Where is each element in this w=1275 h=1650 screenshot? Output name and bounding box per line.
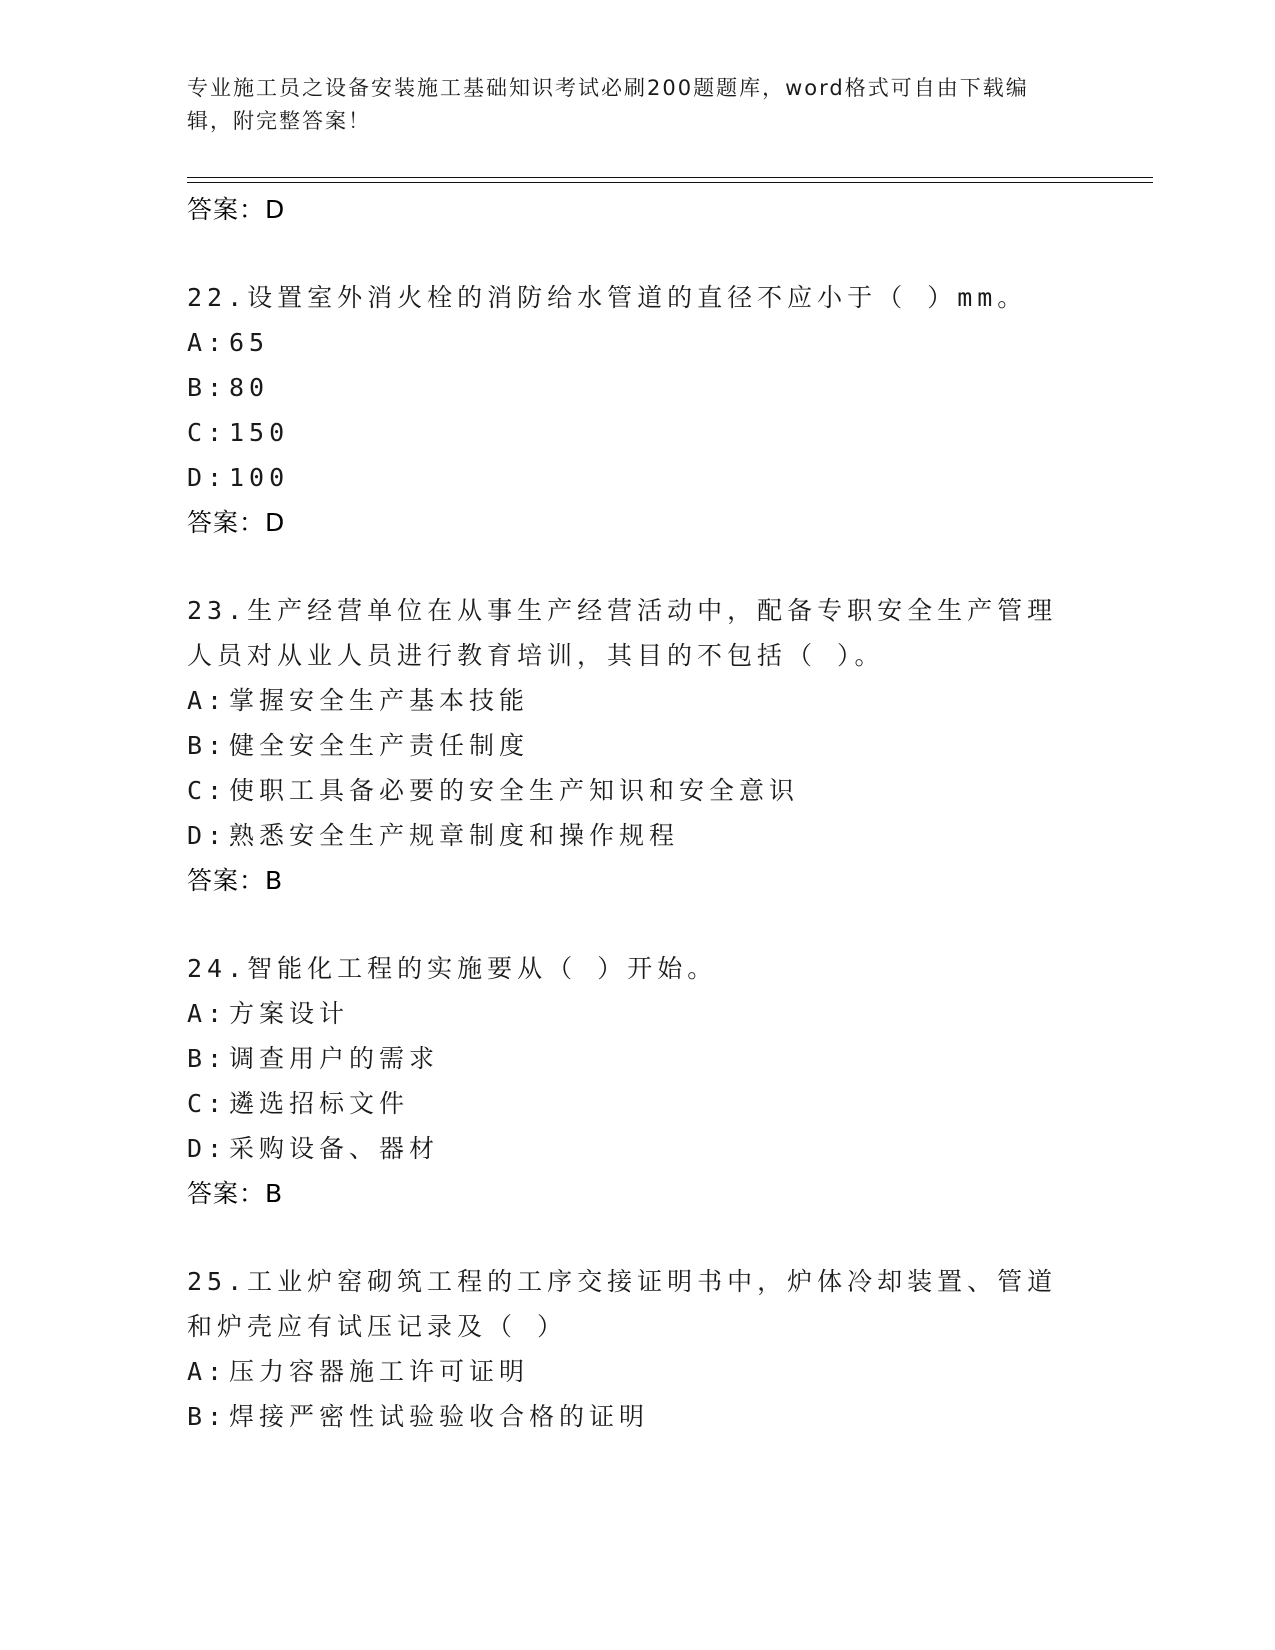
- option-text: 掌握安全生产基本技能: [229, 686, 530, 715]
- option-text: 采购设备、器材: [229, 1134, 440, 1163]
- option-d: [187, 455, 1087, 500]
- option-key: A:: [187, 328, 228, 357]
- option-key: C:: [187, 418, 228, 447]
- answer-line: 答案：B: [187, 866, 284, 895]
- option-c: [187, 768, 1087, 813]
- option-text: 焊接严密性试验验收合格的证明: [229, 1402, 650, 1431]
- option-key: D:: [187, 821, 228, 850]
- question-stem: 23.生产经营单位在从事生产经营活动中，配备专职安全生产管理人员对从业人员进行教育培训，其目的不包括（ ）。: [187, 596, 1058, 670]
- option-text: 使职工具备必要的安全生产知识和安全意识: [229, 776, 800, 805]
- option-text: 熟悉安全生产规章制度和操作规程: [229, 821, 680, 850]
- answer-line: 答案：D: [187, 508, 286, 537]
- option-key: A:: [187, 1357, 228, 1386]
- question-25: [187, 1259, 1087, 1439]
- answer-line: 答案：B: [187, 1179, 284, 1208]
- option-key: B:: [187, 731, 228, 760]
- header-divider-bottom: [187, 182, 1153, 183]
- option-a: [187, 1349, 1087, 1394]
- option-text: 65: [229, 328, 270, 357]
- option-c: [187, 1081, 1087, 1126]
- option-d: [187, 1126, 1087, 1171]
- question-stem: 24.智能化工程的实施要从（ ）开始。: [187, 954, 718, 983]
- option-key: C:: [187, 1089, 228, 1118]
- option-key: D:: [187, 1134, 228, 1163]
- option-text: 150: [229, 418, 290, 447]
- option-key: A:: [187, 999, 228, 1028]
- document-body: [187, 187, 1087, 1439]
- option-b: [187, 1036, 1087, 1081]
- option-key: B:: [187, 1402, 228, 1431]
- option-a: [187, 678, 1087, 723]
- header-title: 专业施工员之设备安装施工基础知识考试必刷200题题库，word格式可自由下载编辑，附完整答案！: [187, 76, 1029, 133]
- question-22: [187, 275, 1087, 546]
- option-key: D:: [187, 463, 228, 492]
- option-text: 压力容器施工许可证明: [229, 1357, 530, 1386]
- option-a: [187, 991, 1087, 1036]
- option-text: 调查用户的需求: [229, 1044, 440, 1073]
- option-b: [187, 723, 1087, 768]
- document-header: [187, 72, 1067, 138]
- option-text: 健全安全生产责任制度: [229, 731, 530, 760]
- option-text: 方案设计: [229, 999, 350, 1028]
- option-text: 80: [229, 373, 270, 402]
- option-text: 遴选招标文件: [229, 1089, 410, 1118]
- header-divider-top: [187, 177, 1153, 178]
- option-text: 100: [229, 463, 290, 492]
- question-stem: 22.设置室外消火栓的消防给水管道的直径不应小于（ ）mm。: [187, 283, 1028, 312]
- answer-line: 答案：D: [187, 195, 286, 224]
- question-23: [187, 588, 1087, 904]
- question-24: [187, 946, 1087, 1217]
- option-a: [187, 320, 1087, 365]
- option-key: A:: [187, 686, 228, 715]
- option-b: [187, 1394, 1087, 1439]
- option-key: C:: [187, 776, 228, 805]
- option-c: [187, 410, 1087, 455]
- option-key: B:: [187, 373, 228, 402]
- option-d: [187, 813, 1087, 858]
- question-stem: 25.工业炉窑砌筑工程的工序交接证明书中，炉体冷却装置、管道和炉壳应有试压记录及（ ）: [187, 1267, 1058, 1341]
- option-key: B:: [187, 1044, 228, 1073]
- option-b: [187, 365, 1087, 410]
